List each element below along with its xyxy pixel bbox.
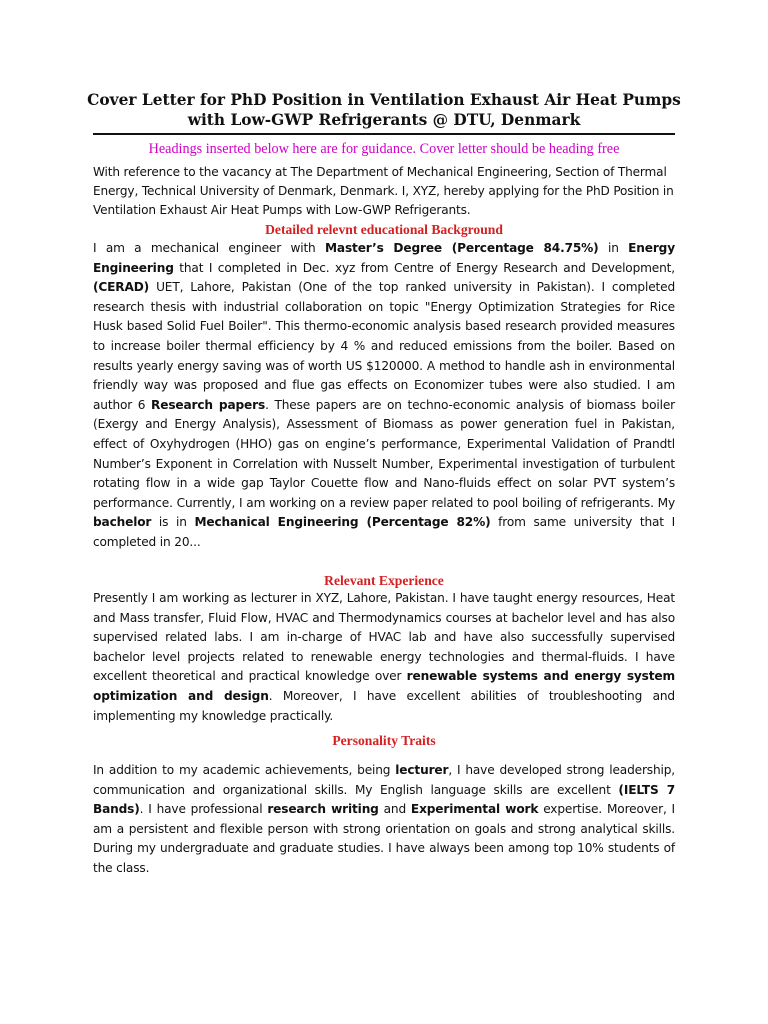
bold-text: Research papers	[151, 397, 266, 412]
document-title	[60, 90, 708, 130]
experience-heading: Relevant Experience	[324, 573, 444, 588]
title-divider	[93, 133, 675, 135]
bold-text: renewable systems and energy system optimization and design	[93, 669, 675, 703]
education-heading: Detailed relevnt educational Background	[265, 222, 503, 237]
bold-text: (CERAD)	[93, 280, 150, 295]
bold-text: research writing	[267, 802, 379, 817]
bold-text: bachelor	[93, 515, 152, 530]
bold-text: (IELTS 7 Bands)	[93, 782, 675, 817]
title-line-2: with Low-GWP Refrigerants @ DTU, Denmark	[187, 111, 581, 129]
guidance-note: Headings inserted below here are for guidance. Cover letter should be heading free	[148, 141, 620, 157]
bold-text: Mechanical Engineering (Percentage 82%)	[194, 515, 491, 530]
traits-heading: Personality Traits	[332, 733, 436, 748]
intro-paragraph: With reference to the vacancy at The Department of Mechanical Engineering, Section of Thermal Energy, Technical University of Denmark, Denmark. I, XYZ, hereby applying for the PhD Position in Ventilation Exhaust Air Heat Pumps with Low-GWP Refrigerants.	[93, 165, 674, 217]
traits-paragraph: In addition to my academic achievements, being lecturer, I have developed strong leadership, communication and organizational skills. My English language skills are excellent (IELTS 7 Bands). I have professional research writing and Experimental work expertise. Moreover, I am a persistent and flexible person with strong orientation on goals and strong analytical skills. During my undergraduate and graduate studies. I have always been among top 10% students of the class.	[93, 763, 675, 875]
education-paragraph: I am a mechanical engineer with Master’s Degree (Percentage 84.75%) in Energy Engineering that I completed in Dec. xyz from Centre of Energy Research and Development, (CERAD) UET, Lahore, Pakistan (One of the top ranked university in Pakistan). I completed research thesis with industrial collaboration on topic "Energy Optimization Strategies for Rice Husk based Solid Fuel Boiler". This thermo-economic analysis based research provided measures to increase boiler thermal efficiency by 4 % and reduced emissions from the boiler. Based on results yearly energy saving was of worth US $120000. A method to handle ash in environmental friendly way was proposed and flue gas effects on Economizer tubes were also studied. I am author 6 Research papers. These papers are on techno-economic analysis of biomass boiler (Exergy and Energy Analysis), Assessment of Biomass as power generation fuel in Pakistan, effect of Oxyhydrogen (HHO) gas on engine’s performance, Experimental Validation of Prandtl Number’s Exponent in Correlation with Nusselt Number, Experimental investigation of turbulent rotating flow in a wide gap Taylor Couette flow and Nano-fluids effect on solar PVT system’s performance. Currently, I am working on a review paper related to pool boiling of refrigerants. My bachelor is in Mechanical Engineering (Percentage 82%) from same university that I completed in 20...	[93, 241, 676, 549]
bold-text: lecturer	[395, 763, 449, 777]
bold-text: Energy Engineering	[93, 241, 675, 275]
bold-text: Master’s Degree (Percentage 84.75%)	[325, 241, 599, 255]
title-line-1: Cover Letter for PhD Position in Ventilation Exhaust Air Heat Pumps	[87, 91, 681, 109]
experience-paragraph: Presently I am working as lecturer in XYZ, Lahore, Pakistan. I have taught energy resources, Heat and Mass transfer, Fluid Flow, HVAC and Thermodynamics courses at bachelor level and has also supervised related labs. I am in-charge of HVAC lab and have also successfully supervised bachelor level projects related to renewable energy technologies and thermal-fluids. I have excellent theoretical and practical knowledge over renewable systems and energy system optimization and design. Moreover, I have excellent abilities of troubleshooting and implementing my knowledge practically.	[93, 591, 675, 723]
bold-text: Experimental work	[410, 802, 539, 817]
